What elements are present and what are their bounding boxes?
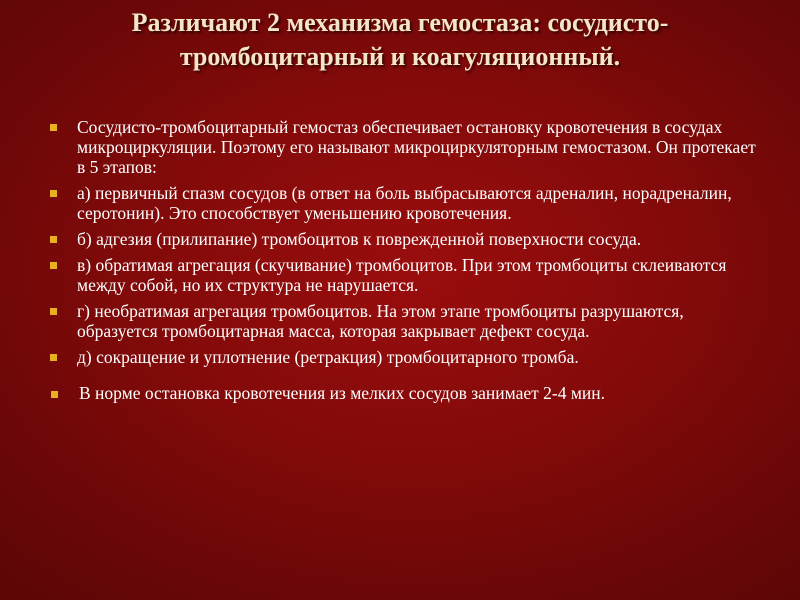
- list-item-text: д) сокращение и уплотнение (ретракция) тромбоцитарного тромба.: [77, 347, 579, 367]
- list-item: [48, 229, 760, 249]
- square-bullet-icon: [51, 391, 58, 398]
- list-item: [48, 347, 760, 367]
- list-item-text: а) первичный спазм сосудов (в ответ на боль выбрасываются адреналин, норадреналин, серотонин). Это способствует уменьшению кровотечения.: [77, 183, 732, 223]
- square-bullet-icon: [50, 236, 57, 243]
- list-item-text: Сосудисто-тромбоцитарный гемостаз обеспечивает остановку кровотечения в сосудах микроциркуляции. Поэтому его называют микроциркуляторным гемостазом. Он протекает в 5 этапов:: [77, 117, 756, 177]
- slide-title: Различают 2 механизма гемостаза: сосудисто-тромбоцитарный и коагуляционный.: [131, 8, 669, 71]
- list-item-text: б) адгезия (прилипание) тромбоцитов к поврежденной поверхности сосуда.: [77, 229, 642, 249]
- bullet-list: [48, 117, 760, 409]
- square-bullet-icon: [50, 354, 57, 361]
- list-item: [48, 301, 760, 341]
- square-bullet-icon: [50, 262, 57, 269]
- list-item-conclusion: [48, 383, 760, 403]
- list-item-text: г) необратимая агрегация тромбоцитов. На этом этапе тромбоциты разрушаются, образуется тромбоцитарная масса, которая закрывает дефект сосуда.: [77, 301, 684, 341]
- list-item-text: В норме остановка кровотечения из мелких сосудов занимает 2-4 мин.: [79, 383, 606, 403]
- square-bullet-icon: [50, 124, 57, 131]
- list-item: [48, 255, 760, 295]
- square-bullet-icon: [50, 308, 57, 315]
- list-item-text: в) обратимая агрегация (скучивание) тромбоцитов. При этом тромбоциты склеиваются между собой, но их структура не нарушается.: [77, 255, 727, 295]
- list-item: [48, 183, 760, 223]
- list-item: [48, 117, 760, 177]
- square-bullet-icon: [50, 190, 57, 197]
